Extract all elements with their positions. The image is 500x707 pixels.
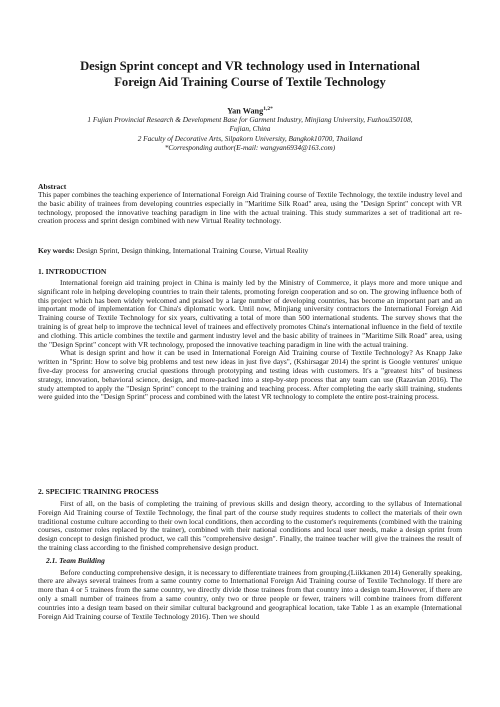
subsection-heading: 2.1. Team Building <box>46 555 105 565</box>
author-name: Yan Wang <box>227 106 264 116</box>
affiliation-line: 2 Faculty of Decorative Arts, Silpakorn University, Bangkok10700, Thailand <box>137 133 363 143</box>
keywords-text: Design Sprint, Design thinking, International Training Course, Virtual Reality <box>76 246 309 255</box>
section-introduction <box>38 267 462 402</box>
abstract-text: This paper combines the teaching experience of International Foreign Aid Training course of Textile Technology, the textile industry level and the basic ability of trainees from developing countries especially in "Maritime Silk Road" area, using the "Design Sprint" concept with VR technology, proposed the innovative teaching paradigm in line with the actual training. This study summarizes a set of traditional art re-creation process and sprint design combined with new Virtual Reality technology. <box>38 190 462 226</box>
paper-title: Design Sprint concept and VR technology used in International Foreign Aid Training Course of Textile Technology <box>80 59 420 89</box>
paragraph: Before conducting comprehensive design, it is necessary to differentiate trainees from grouping.(Liikkanen 2014) Generally speaking, there are always several trainees from a same country come to International Foreign Aid Training course of Textile Technology. If there are more than 4 or 5 trainees from the same country, we directly divide those trainees from that country into a design team.However, if there are only a small number of trainees from a same country, only two or three people or fewer, trainers will combine trainees from different countries into a design team based on their similar cultural background and geographical location, take Table 1 as an example (International Foreign Aid Training course of Textile Technology 2016). Then we should <box>38 567 462 621</box>
abstract-heading: Abstract <box>38 182 67 191</box>
section-training-process <box>38 487 462 621</box>
abstract-section <box>38 182 462 226</box>
paragraph: First of all, on the basis of completing the training of previous skills and design theory, according to the syllabus of International Foreign Aid Training course of Textile Technology, the final part of the course study requires students to collect the materials of their own traditional costume culture according to their own local conditions, then according to the customer's requirements (combined with the training courses, customer roles replaced by the trainer), combined with their national conditions and local user needs, make a design sprint from design concept to design finished product, we call this "comprehensive design". Finally, the trainee teacher will give the trainees the result of the training class according to the finished comprehensive design product. <box>38 499 462 552</box>
section-heading: 1. INTRODUCTION <box>38 267 107 276</box>
paragraph: What is design sprint and how it can be used in International Foreign Aid Training course of Textile Technology? As Knapp Jake written in "Sprint: How to solve big problems and test new ideas in just five days", (Kshirsagar 2014) the sprint is Google ventures' unique five-day process for answering crucial questions through prototyping and testing ideas with customers. It's a "greatest hits" of business strategy, innovation, behavioral science, design, and more-packed into a step-by-step process that any team can use (Razavian 2016). The study attempted to apply the "Design Sprint" concept to the training and teaching process. After completing the early skill training, students were guided into the "Design Sprint" process and combined with the latest VR technology to complete the entire post-training process. <box>38 348 462 402</box>
affiliation-line: 1 Fujian Provincial Research & Development Base for Garment Industry, Minjiang University, Fuzhou350108, <box>87 115 413 124</box>
affiliations <box>60 115 440 153</box>
corresponding-author: *Corresponding author(E-mail: wangyan6934@163.com) <box>164 143 336 153</box>
affiliation-line: Fujian, China <box>229 124 271 134</box>
section-heading: 2. SPECIFIC TRAINING PROCESS <box>38 487 159 496</box>
keywords <box>38 247 462 256</box>
author-affiliation-marks: 1,2* <box>263 106 273 112</box>
paragraph: International foreign aid training project in China is mainly led by the Ministry of Commerce, it plays more and more unique and significant role in helping developing countries to train their talents, promoting foreign cooperation and so on. The growing influence both of this project which has been widely welcomed and praised by a large number of developing countries, has become an important part and an important mode of implementation for China's diplomatic work. Until now, Minjiang university contractors the International Foreign Aid Training course of Textile Technology for six years, cultivating a total of more than 500 international students. The survey shows that the training is of great help to improve the technical level of trainees and effectively promotes China's international influence in the field of textile and clothing. This article combines the textile and garment industry level and the basic ability of trainees in "Maritime Silk Road" area, using the "Design Sprint" concept with VR technology, proposed the innovative teaching paradigm in line with the actual training. <box>38 278 462 349</box>
keywords-label: Key words: <box>38 246 75 255</box>
